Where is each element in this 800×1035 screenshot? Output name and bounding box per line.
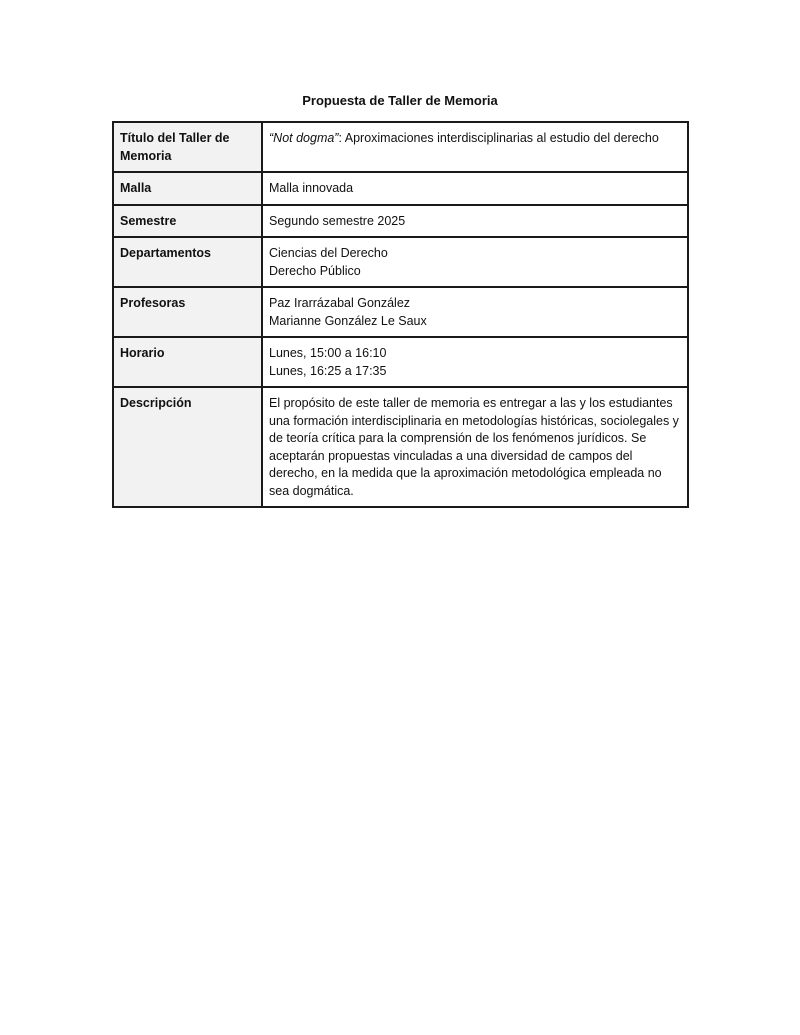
table-row-profesoras [113, 287, 688, 337]
label-descripcion: Descripción [113, 387, 262, 507]
departamento-1: Ciencias del Derecho [269, 246, 388, 260]
page-title: Propuesta de Taller de Memoria [302, 93, 498, 108]
label-horario: Horario [113, 337, 262, 387]
label-departamentos: Departamentos [113, 237, 262, 287]
table-row-semestre [113, 205, 688, 238]
value-semestre: Segundo semestre 2025 [262, 205, 688, 238]
value-profesoras [262, 287, 688, 337]
horario-1: Lunes, 15:00 a 16:10 [269, 346, 387, 360]
table-row-descripcion [113, 387, 688, 507]
value-horario [262, 337, 688, 387]
table-row-departamentos [113, 237, 688, 287]
profesora-2: Marianne González Le Saux [269, 313, 427, 328]
value-titulo-rest: : Aproximaciones interdisciplinarias al estudio del derecho [338, 131, 659, 145]
departamento-2: Derecho Público [269, 263, 361, 278]
proposal-table [112, 121, 689, 508]
label-semestre: Semestre [113, 205, 262, 238]
value-titulo-italic: “Not dogma” [269, 131, 339, 145]
value-titulo [262, 122, 688, 172]
horario-2: Lunes, 16:25 a 17:35 [269, 363, 387, 378]
table-row-titulo [113, 122, 688, 172]
label-profesoras: Profesoras [113, 287, 262, 337]
value-departamentos [262, 237, 688, 287]
table-row-malla [113, 172, 688, 205]
value-descripcion: El propósito de este taller de memoria es entregar a las y los estudiantes una formación interdisciplinaria en metodologías históricas, sociolegales y de teoría crítica para la comprensión de los fenómenos jurídicos. Se aceptarán propuestas vinculadas a una diversidad de campos del derecho, en la medida que la aproximación metodológica empleada no sea dogmática. [262, 387, 688, 507]
label-malla: Malla [113, 172, 262, 205]
value-malla: Malla innovada [262, 172, 688, 205]
profesora-1: Paz Irarrázabal González [269, 296, 411, 310]
table-row-horario [113, 337, 688, 387]
label-titulo: Título del Taller de Memoria [113, 122, 262, 172]
